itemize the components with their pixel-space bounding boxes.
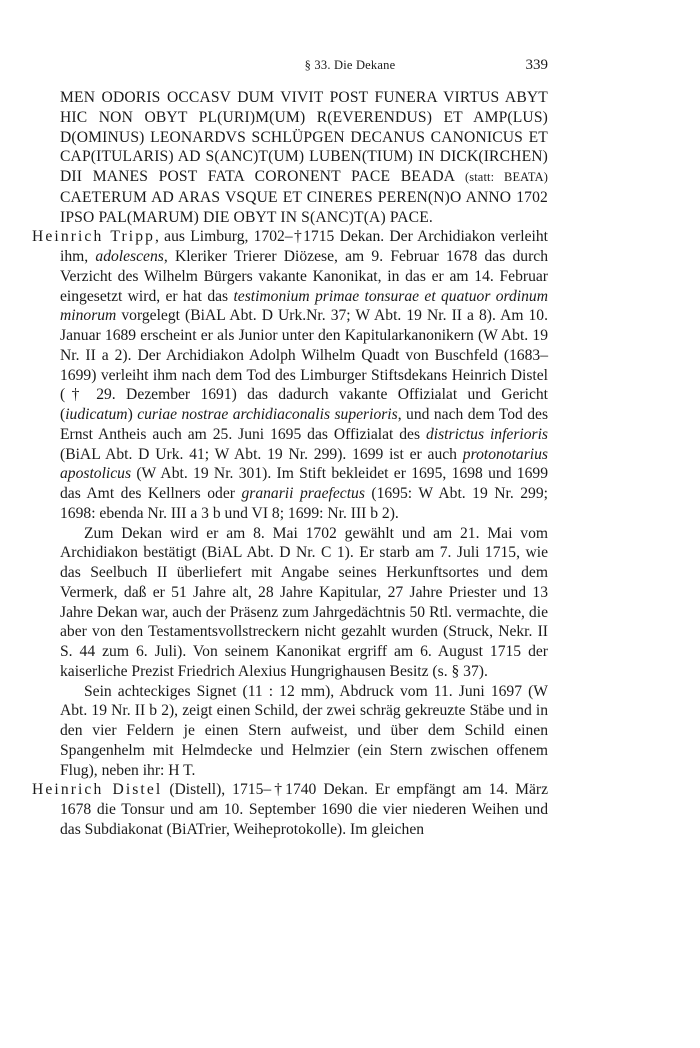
- paragraph-signet: Sein achteckiges Signet (11 : 12 mm), Abdruck vom 11. Juni 1697 (W Abt. 19 Nr. II b 2), zeigt einen Schild, der zwei schräg gekreuzte Stäbe und in den vier Feldern je einen Stern aufweist, und über dem Schild einen Spangenhelm mit Helmdecke und Helmzier (ein Stern zwischen offenem Flug), neben ihr: H T.: [60, 682, 548, 779]
- latin-term: granarii praefectus: [241, 485, 365, 502]
- inscription-note: (statt: BEATA): [464, 170, 548, 184]
- latin-term: iudicatum: [65, 406, 128, 423]
- latin-term: curiae nostrae archidiaconalis superioris: [137, 406, 398, 423]
- body-text: [32, 88, 548, 840]
- running-title: § 33. Die Dekane: [304, 58, 396, 72]
- entry-heinrich-tripp: Heinrich Tripp, aus Limburg, 1702–†1715 Dekan. Der Archidiakon verleiht ihm, adolescens, Kleriker Trierer Diözese, am 9. Februar 1678 das durch Verzicht des Wilhelm Bürgers vakante Kanonikat, in das er am 14. Februar eingesetzt wird, er hat das testimonium primae tonsurae et quatuor ordinum minorum vorgelegt (BiAL Abt. D Urk.Nr. 37; W Abt. 19 Nr. II a 8). Am 10. Januar 1689 erscheint er als Junior unter den Kapitularkanonikern (W Abt. 19 Nr. II a 2). Der Archidiakon Adolph Wilhelm Quadt von Buschfeld (1683–1699) verleiht ihm nach dem Tod des Limburger Stiftsdekans Heinrich Distel († 29. Dezember 1691) das dadurch vakante Offizialat und Gericht (iudicatum) curiae nostrae archidiaconalis superioris, und nach dem Tod des Ernst Antheis auch am 25. Juni 1695 das Offizialat des districtus inferioris (BiAL Abt. D Urk. 41; W Abt. 19 Nr. 299). 1699 ist er auch protonotarius apostolicus (W Abt. 19 Nr. 301). Im Stift bekleidet er 1695, 1698 und 1699 das Amt des Kellners oder granarii praefectus (1695: W Abt. 19 Nr. 299; 1698: ebenda Nr. III a 3 b und VI 8; 1699: Nr. III b 2).: [32, 228, 549, 522]
- latin-term: protonotarius apostolicus: [60, 445, 548, 483]
- latin-term: testimonium primae tonsurae et quatuor ordinum minorum: [60, 287, 548, 325]
- latin-term: adolescens: [95, 248, 164, 265]
- latin-term: districtus inferioris: [425, 425, 549, 443]
- paragraph-dekan-wahl: Zum Dekan wird er am 8. Mai 1702 gewählt und am 21. Mai vom Archidiakon bestätigt (BiAL Abt. D Nr. C 1). Er starb am 7. Juli 1715, wie das Seelbuch II überliefert mit Angabe seines Herkunftsortes und dem Vermerk, daß er 51 Jahre alt, 28 Jahre Kapitular, 27 Jahre Priester und 13 Jahre Dekan war, auch der Präsenz zum Jahrgedächtnis 50 Rtl. vermachte, die aber von den Testamentsvollstreckern nicht gezahlt wurden (Struck, Nekr. II S. 44 zum 6. Juli). Von seinem Kanonikat ergriff am 6. August 1715 der kaiserliche Prezist Friedrich Alexius Hungrighausen Besitz (s. § 37).: [60, 524, 548, 680]
- page-number: 339: [525, 57, 548, 73]
- entry-name: Heinrich Tripp: [32, 228, 156, 246]
- inscription-text: [32, 88, 548, 227]
- entry-name: Heinrich Distel: [32, 781, 163, 799]
- inscription-part: CAETERUM AD ARAS VSQUE ET CINERES PEREN(N)O ANNO 1702 IPSO PAL(MARUM) DIE OBYT IN S(ANC)T(A) PACE.: [60, 188, 548, 226]
- entry-heinrich-distel: Heinrich Distel (Distell), 1715–†1740 Dekan. Er empfängt am 14. März 1678 die Tonsur und am 10. September 1690 die vier niederen Weihen und das Subdiakonat (BiATrier, Weiheprotokolle). Im gleichen: [32, 781, 549, 838]
- inscription-part: MEN ODORIS OCCASV DUM VIVIT POST FUNERA VIRTUS ABYT HIC NON OBYT PL(URI)M(UM) R(EVERENDUS) ET AMP(LUS) D(OMINUS) LEONARDVS SCHLÜPGEN DECANUS CANONICUS ET CAP(ITULARIS) AD S(ANC)T(UM) LUBEN(TIUM) IN DICK(IRCHEN) DII MANES POST FATA CORONENT PACE BEADA: [60, 89, 548, 185]
- running-header: [0, 58, 700, 78]
